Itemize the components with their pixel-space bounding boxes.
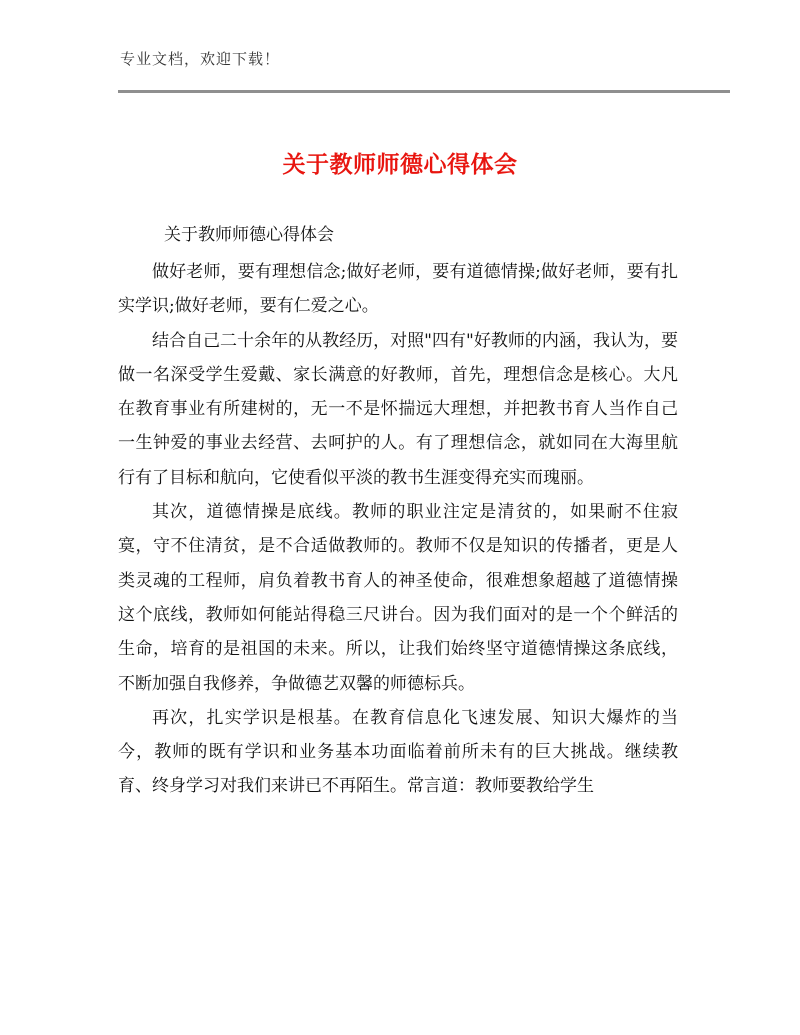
paragraph: 结合自己二十余年的从教经历，对照"四有"好教师的内涵，我认为，要做一名深受学生爱戴、家长满意的好教师，首先，理想信念是核心。大凡在教育事业有所建树的，无一不是怀揣远大理想，并把教书育人当作自己一生钟爱的事业去经营、去呵护的人。有了理想信念，就如同在大海里航行有了目标和航向，它使看似平淡的教书生涯变得充实而瑰丽。 <box>118 330 678 488</box>
paragraph: 再次，扎实学识是根基。在教育信息化飞速发展、知识大爆炸的当今，教师的既有学识和业务基本功面临着前所未有的巨大挑战。继续教育、终身学习对我们来讲已不再陌生。常言道：教师要教给学生 <box>118 707 678 797</box>
paragraph: 做好老师，要有理想信念;做好老师，要有道德情操;做好老师，要有扎实学识;做好老师，要有仁爱之心。 <box>118 262 678 317</box>
document-title: 关于教师师德心得体会 <box>282 152 518 178</box>
document-subtitle: 关于教师师德心得体会 <box>164 225 334 245</box>
document-body <box>118 255 678 804</box>
paragraph: 其次，道德情操是底线。教师的职业注定是清贫的，如果耐不住寂寞，守不住清贫，是不合适做教师的。教师不仅是知识的传播者，更是人类灵魂的工程师，肩负着教书育人的神圣使命，很难想象超越了道德情操这个底线，教师如何能站得稳三尺讲台。因为我们面对的是一个个鲜活的生命，培育的是祖国的未来。所以，让我们始终坚守道德情操这条底线，不断加强自我修养，争做德艺双馨的师德标兵。 <box>118 502 678 694</box>
header-divider <box>118 90 730 93</box>
header-text: 专业文档，欢迎下载！ <box>120 50 281 68</box>
